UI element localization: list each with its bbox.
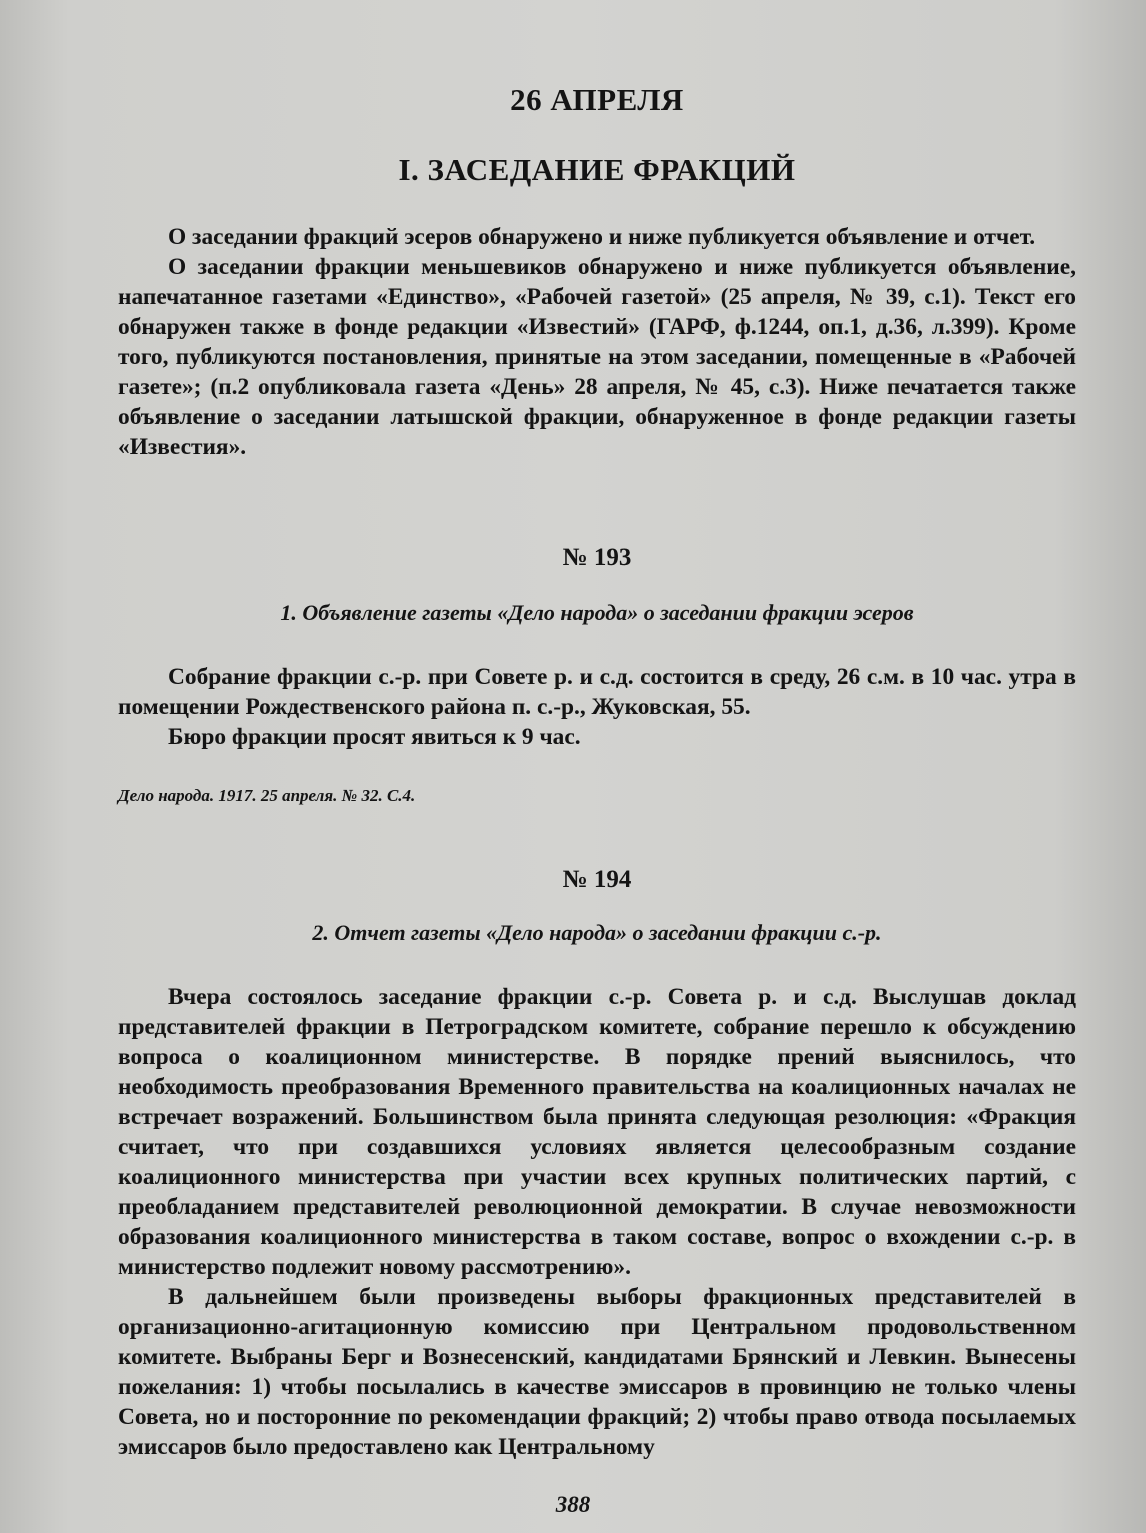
document-number-194: № 194 [562, 866, 632, 893]
document-title-193: 1. Объявление газеты «Дело народа» о заседании фракции эсеров [280, 600, 914, 625]
page-content [118, 82, 1076, 1462]
section-heading: I. ЗАСЕДАНИЕ ФРАКЦИЙ [398, 152, 796, 187]
document-194-paragraph-2: В дальнейшем были произведены выборы фракционных представителей в организационно-агитационную комиссию при Центральном продовольственном комитете. Выбраны Берг и Вознесенский, кандидатами Брянский и Левкин. Вынесены пожелания: 1) чтобы посылались в качестве эмиссаров в провинцию не только члены Совета, но и посторонние по рекомендации фракций; 2) чтобы право отвода посылаемых эмиссаров было предоставлено как Центральному [118, 1284, 1076, 1460]
document-193-paragraph-1: Собрание фракции с.-р. при Совете р. и с.д. состоится в среду, 26 с.м. в 10 час. утра в помещении Рождественского района п. с.-р., Жуковская, 55. [118, 664, 1076, 720]
intro-paragraph-2: О заседании фракции меньшевиков обнаружено и ниже публикуется объявление, напечатанное газетами «Единство», «Рабочей газетой» (25 апреля, № 39, с.1). Текст его обнаружен также в фонде редакции «Известий» (ГАРФ, ф.1244, оп.1, д.36, л.399). Кроме того, публикуются постановления, принятые на этом заседании, помещенные в «Рабочей газете»; (п.2 опубликовала газета «День» 28 апреля, № 45, с.3). Ниже печатается также объявление о заседании латышской фракции, обнаруженное в фонде редакции газеты «Известия». [118, 254, 1076, 460]
document-number-193: № 193 [562, 544, 632, 571]
document-193-source: Дело народа. 1917. 25 апреля. № 32. С.4. [118, 786, 416, 805]
date-heading: 26 АПРЕЛЯ [510, 82, 684, 117]
page-number: 388 [555, 1492, 591, 1517]
intro-paragraph-1: О заседании фракций эсеров обнаружено и ниже публикуется объявление и отчет. [168, 224, 1036, 250]
document-194-paragraph-1: Вчера состоялось заседание фракции с.-р. Совета р. и с.д. Выслушав доклад представителей фракции в Петроградском комитете, собрание перешло к обсуждению вопроса о коалиционном министерстве. В порядке прений выяснилось, что необходимость преобразования Временного правительства на коалиционных началах не встречает возражений. Большинством была принята следующая резолюция: «Фракция считает, что при создавшихся условиях является целесообразным создание коалиционного министерства при участии всех крупных политических партий, с преобладанием представителей революционной демократии. В случае невозможности образования коалиционного министерства в таком составе, вопрос о вхождении с.-р. в министерство подлежит новому рассмотрению». [118, 984, 1076, 1280]
document-193-paragraph-2: Бюро фракции просят явиться к 9 час. [168, 724, 581, 750]
document-title-194: 2. Отчет газеты «Дело народа» о заседании фракции с.-р. [312, 920, 882, 945]
